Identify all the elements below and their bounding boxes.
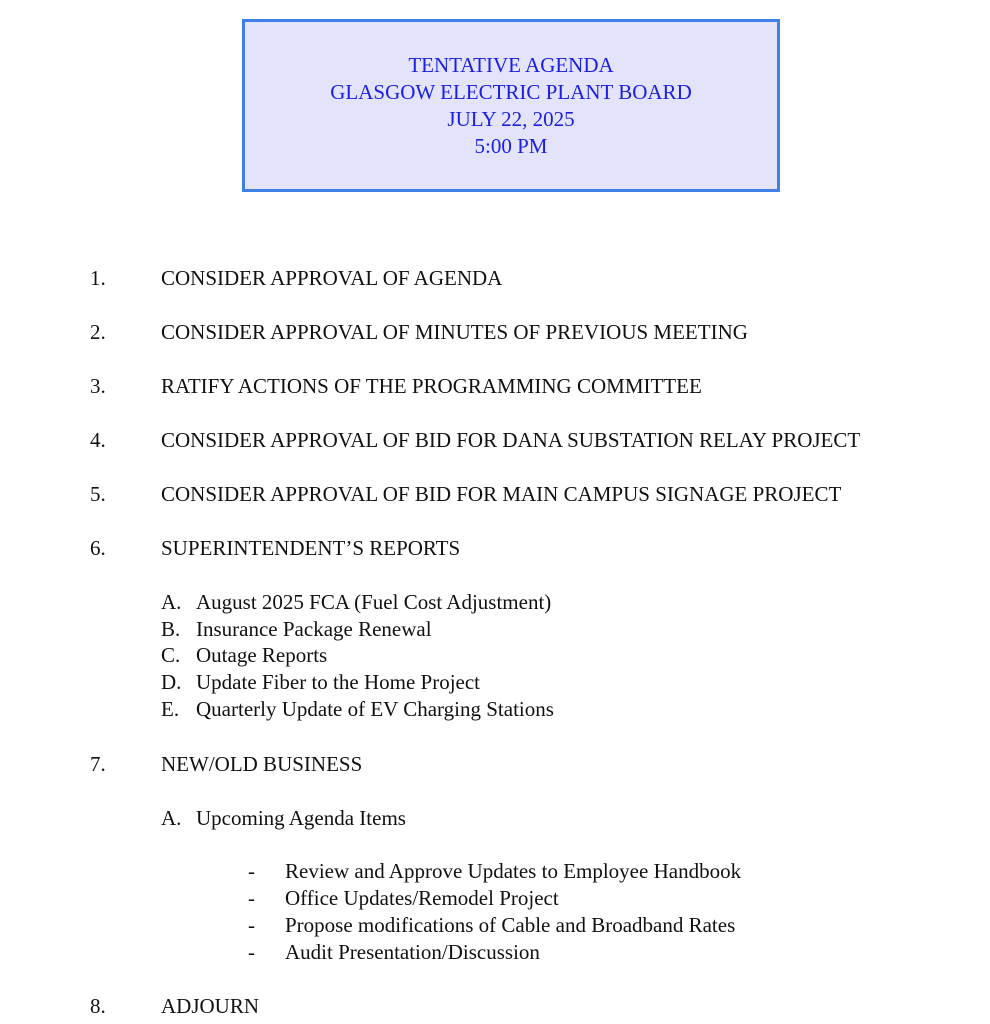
upcoming-dash: - [248, 913, 255, 937]
agenda-item-text: ADJOURN [161, 994, 260, 1018]
agenda-item-number: 8. [90, 994, 106, 1018]
upcoming-dash: - [248, 859, 255, 883]
agenda-item-number: 5. [90, 482, 106, 506]
business-letter: A. [161, 806, 182, 830]
report-text: August 2025 FCA (Fuel Cost Adjustment) [196, 590, 552, 614]
upcoming-dash: - [248, 886, 255, 910]
agenda-item-number: 7. [90, 752, 106, 776]
upcoming-item: Propose modifications of Cable and Broadband Rates [285, 913, 736, 937]
agenda-item-text: RATIFY ACTIONS OF THE PROGRAMMING COMMITTEE [161, 374, 702, 398]
header-title: TENTATIVE AGENDA [408, 52, 614, 77]
agenda-item-text: CONSIDER APPROVAL OF MINUTES OF PREVIOUS MEETING [161, 320, 748, 344]
agenda-item-number: 1. [90, 266, 106, 290]
header-date: JULY 22, 2025 [447, 106, 575, 131]
report-letter: C. [161, 643, 181, 667]
agenda-item-number: 4. [90, 428, 106, 452]
header-time: 5:00 PM [474, 133, 548, 158]
agenda-header [242, 19, 780, 192]
agenda-item-number: 2. [90, 320, 106, 344]
upcoming-item: Office Updates/Remodel Project [285, 886, 559, 910]
report-letter: D. [161, 670, 182, 694]
report-text: Update Fiber to the Home Project [196, 670, 481, 694]
upcoming-item: Audit Presentation/Discussion [285, 940, 540, 964]
report-text: Outage Reports [196, 643, 328, 667]
agenda-item-number: 6. [90, 536, 106, 560]
report-letter: B. [161, 617, 181, 641]
report-letter: A. [161, 590, 182, 614]
report-text: Insurance Package Renewal [196, 617, 432, 641]
upcoming-dash: - [248, 940, 255, 964]
agenda-item-number: 3. [90, 374, 106, 398]
agenda-item-text: CONSIDER APPROVAL OF BID FOR DANA SUBSTATION RELAY PROJECT [161, 428, 861, 452]
agenda-item-text: SUPERINTENDENT’S REPORTS [161, 536, 461, 560]
agenda-item-text: CONSIDER APPROVAL OF BID FOR MAIN CAMPUS SIGNAGE PROJECT [161, 482, 842, 506]
agenda-item-text: CONSIDER APPROVAL OF AGENDA [161, 266, 503, 290]
header-organization: GLASGOW ELECTRIC PLANT BOARD [330, 79, 692, 104]
agenda-item-text: NEW/OLD BUSINESS [161, 752, 363, 776]
report-text: Quarterly Update of EV Charging Stations [196, 697, 554, 721]
upcoming-item: Review and Approve Updates to Employee Handbook [285, 859, 742, 883]
business-text: Upcoming Agenda Items [196, 806, 406, 830]
report-letter: E. [161, 697, 180, 721]
